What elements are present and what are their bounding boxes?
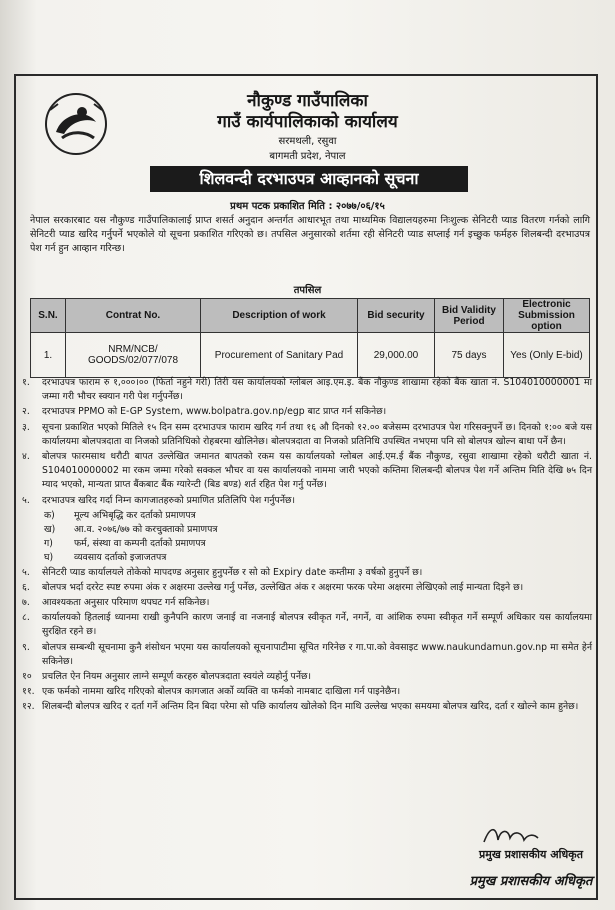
sub-item (22, 509, 592, 523)
sub-item-letter: घ) (44, 552, 54, 564)
published-date: प्रथम पटक प्रकाशित मिति : २०७७/०६/१५ (230, 201, 385, 212)
intro-paragraph: नेपाल सरकारबाट यस नौकुण्ड गाउँपालिकालाई प्राप्त शसर्त अनुदान अन्तर्गत आधारभूत तथा माध्यमिक विद्यालयहरुमा निःशुल्क सेनिटरी प्याड वितरण गर्नको लागि सेनिटरी प्याड खरिद गर्नुपर्ने भएकोले यो सूचना प्रकाशित गरिएको छ। तपसिल अनुसारको शर्तमा रही सेनिटरी प्याड सप्लाई गर्न इच्छुक फर्महरु शिलबन्दी दरभाउपत्र पेश गर्न हुन आव्हान गरिन्छ। (30, 215, 590, 254)
item-number: ५. (22, 494, 30, 506)
cell-description: Procurement of Sanitary Pad (201, 333, 358, 378)
item-number: ३. (22, 421, 30, 433)
list-item (22, 641, 592, 669)
item-text: दरभाउपत्र फाराम रु १,०००।०० (फिर्ता नहुने गरी) तिरी यस कार्यालयको ग्लोबल आइ.एम.इ. बैंक नौकुण्ड शाखामा रहेको बैंक खाता नं. S104010000001 मा जम्मा गरी भौचर स्क्यान गरी पेश गर्नुपर्नेछ। (42, 377, 592, 403)
item-number: ४. (22, 451, 30, 463)
header-description: Description of work (201, 299, 358, 333)
bid-table (30, 298, 590, 378)
list-item (22, 700, 592, 714)
signature-scribble-icon (480, 822, 540, 848)
list-item (22, 611, 592, 639)
item-text: बोलपत्र भर्दा दररेट स्पष्ट रुपमा अंक र अक्षरमा उल्लेख गर्नु पर्नेछ, उल्लेखित अंक र अक्षरमा फरक परेमा अक्षरमा लेखिएको लाई मान्यता दिइने छ। (42, 581, 524, 593)
office-location: सरमथली, रसुवा (278, 136, 337, 147)
cell-sn: 1. (31, 333, 66, 378)
sub-item-text: मूल्य अभिबृद्धि कर दर्ताको प्रमाणपत्र (74, 509, 196, 521)
sub-item-letter: ग) (44, 538, 53, 550)
item-text: दरभाउपत्र PPMO को E-GP System, www.bolpatra.gov.np/egp बाट प्राप्त गर्न सकिनेछ। (42, 406, 387, 418)
sub-item-text: फर्म, संस्था वा कम्पनी दर्ताको प्रमाणपत्र (74, 538, 206, 550)
item-text: दरभाउपत्र खरिद गर्दा निम्न कागजातहरुको प्रमाणित प्रतिलिपि पेश गर्नुपर्नेछ। (42, 494, 296, 506)
office-name: गाउँ कार्यपालिकाको कार्यालय (217, 112, 398, 132)
table-header-row (31, 299, 590, 333)
header-bid-validity: Bid Validity Period (435, 299, 504, 333)
office-province: बागमती प्रदेश, नेपाल (269, 151, 346, 162)
list-item (22, 566, 592, 580)
list-item (22, 421, 592, 449)
item-text: प्रचलित ऐन नियम अनुसार लाग्ने सम्पूर्ण करहरु बोलपत्रदाता स्वयंले व्यहोर्नु पर्नेछ। (42, 671, 312, 683)
cell-bid-validity: 75 days (435, 333, 504, 378)
sub-item-letter: क) (44, 509, 55, 521)
item-number: ११. (22, 686, 35, 698)
item-text: सेनिटरी प्याड कार्यालयले तोकेको मापदण्ड अनुसार हुनुपर्नेछ र सो को Expiry date कम्तीमा ३ वर्षको हुनुपर्ने छ। (42, 566, 423, 578)
item-number: २. (22, 406, 30, 418)
cell-e-submission: Yes (Only E-bid) (504, 333, 590, 378)
org-name: नौकुण्ड गाउँपालिका (247, 91, 368, 111)
cell-bid-security: 29,000.00 (358, 333, 435, 378)
signatory-title: प्रमुख प्रशासकीय अधिकृत (479, 848, 583, 861)
table-row (31, 333, 590, 378)
item-number: १. (22, 377, 30, 388)
sub-item (22, 537, 592, 551)
notice-title: शिलवन्दी दरभाउपत्र आव्हानको सूचना (150, 166, 468, 192)
item-text: शिलबन्दी बोलपत्र खरिद र दर्ता गर्ने अन्तिम दिन बिदा परेमा सो पछि कार्यालय खोलेको दिन माथि उल्लेख भएका समयमा बोलपत्र खरिद, दर्ता र खोल्ने काम हुनेछ। (42, 701, 579, 713)
table-caption: तपसिल (293, 285, 322, 296)
item-number: ६. (22, 581, 30, 593)
item-number: १२. (22, 701, 35, 713)
sub-item-text: आ.व. २०७६/७७ को करचुक्ताको प्रमाणपत्र (74, 524, 218, 536)
list-item (22, 494, 592, 508)
list-item (22, 596, 592, 610)
sub-item-text: व्यवसाय दर्ताको इजाजतपत्र (74, 552, 167, 564)
header-sn: S.N. (31, 299, 66, 333)
item-text: आवश्यकता अनुसार परिमाण थपघट गर्न सकिनेछ। (42, 597, 210, 609)
sub-item-letter: ख) (44, 524, 56, 536)
item-text: कार्यालयको हितलाई ध्यानमा राखी कुनैपनि कारण जनाई वा नजनाई बोलपत्र स्वीकृत गर्ने, नगर्ने, वा आंशिक रुपमा स्वीकृत गर्ने सम्पूर्ण अधिकार यस कार्यालयमा सुरक्षित रहने छ। (42, 612, 592, 638)
list-item (22, 450, 592, 493)
header-contract-no: Contrat No. (66, 299, 201, 333)
list-item (22, 581, 592, 595)
item-text: बोलपत्र फारमसाथ धरौटी बापत उल्लेखित जमानत बापतको रकम यस कार्यालयको ग्लोबल आई.एम.ई बैंक नौकुण्ड, रसुवा शाखामा रहेको धरौटी खाता नं. S104010000002 मा रकम जम्मा गरेको सक्कल भौचर वा यस कार्यालयको नाममा जारी भएको कम्तिमा शिलबन्दी बोलपत्र पेश गर्ने अन्तिम मिति देखि ७५ दिन म्याद भएको, मान्यता प्राप्त बैंकबाट बैंक ग्यारेन्टी (बिड बण्ड) शर्त रहित पेश गर्नु पर्नेछ। (42, 451, 592, 491)
conditions-list (22, 376, 592, 716)
item-number: ९. (22, 641, 30, 653)
item-number: ७. (22, 597, 30, 609)
item-number: ८. (22, 612, 30, 624)
item-number: ५. (22, 566, 30, 578)
item-text: एक फर्मको नाममा खरिद गरिएको बोलपत्र कागजात अर्को व्यक्ति वा फर्मको नामबाट दाखिला गर्न पाइनेछैन। (42, 686, 401, 698)
item-text: बोलपत्र सम्बन्धी सूचनामा कुनै शंसोधन भएमा यस कार्यालयको सूचनापाटीमा सूचित गरिनेछ र गा.पा.को वेवसाइट www.naukundamun.gov.np मा समेत हेर्न सकिनेछ। (42, 641, 592, 667)
list-item (22, 405, 592, 419)
header-e-submission: Electronic Submission option (504, 299, 590, 333)
list-item (22, 685, 592, 699)
cell-contract-no: NRM/NCB/ GOODS/02/077/078 (66, 333, 201, 378)
item-text: सूचना प्रकाशित भएको मितिले १५ दिन सम्म दरभाउपत्र फाराम खरिद गर्न तथा १६ औ दिनको १२.०० बजेसम्म दरभाउपत्र पेश गरिसक्नुपर्ने छ। दिनको १:०० बजे यस कार्यालयमा बोलपत्रदाता वा निजको प्रतिनिधिको रोहबरमा खोलिनेछ। बोलपत्रदाता वा निजको प्रतिनिधि उपस्थित नभएमा पनि सो बोलपत्र खोल्न बाधा पर्ने छैन। (42, 421, 592, 447)
list-item (22, 376, 592, 404)
sub-item (22, 551, 592, 565)
signature-stamp: प्रमुख प्रशासकीय अधिकृत (469, 874, 593, 889)
list-item (22, 670, 592, 684)
sub-item (22, 523, 592, 537)
header-bid-security: Bid security (358, 299, 435, 333)
item-number: १० (22, 671, 32, 683)
